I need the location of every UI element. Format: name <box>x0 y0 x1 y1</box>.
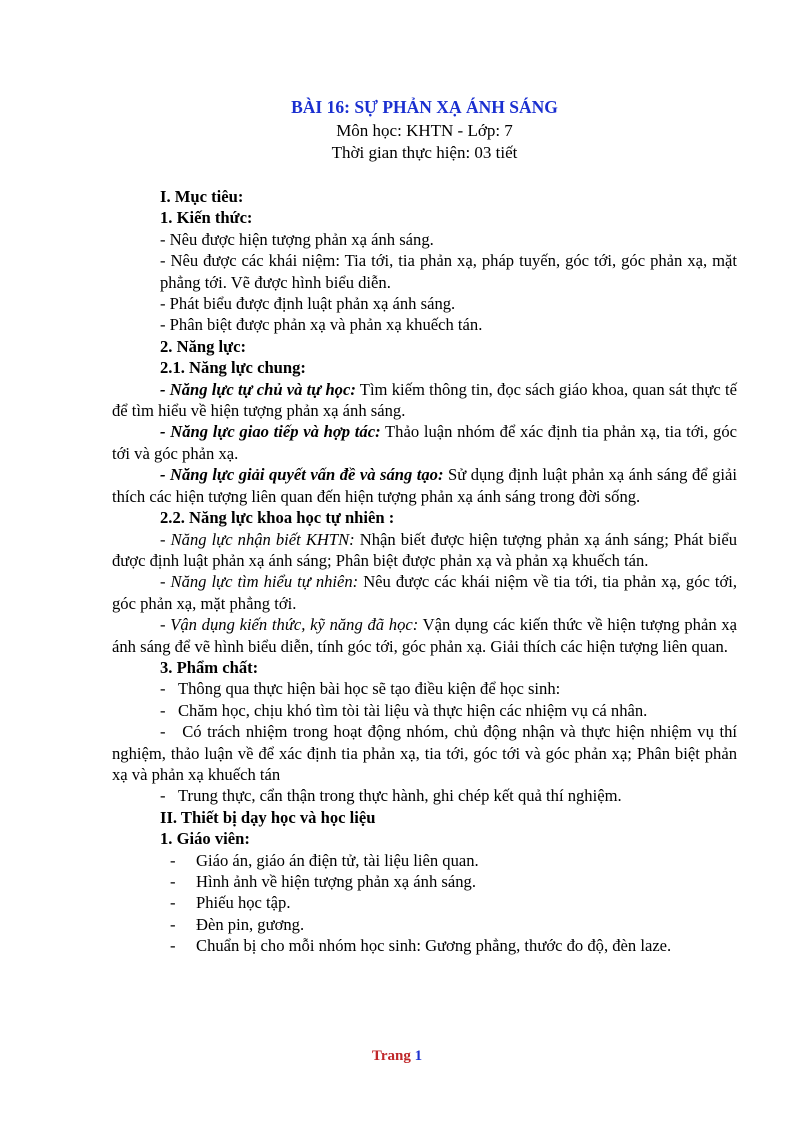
teacher-item: - Giáo án, giáo án điện tử, tài liệu liên quan. <box>170 850 479 870</box>
knowledge-item: - Phát biểu được định luật phản xạ ánh sáng. <box>160 294 456 314</box>
dash-marker: - <box>160 679 178 699</box>
subheading-knowledge: 1. Kiến thức: <box>160 208 253 228</box>
quality-item: - Trung thực, cẩn thận trong thực hành, ghi chép kết quả thí nghiệm. <box>160 786 622 806</box>
science-competence-item <box>112 571 737 614</box>
subheading-qualities: 3. Phẩm chất: <box>160 657 259 677</box>
competence-text: Nêu được các khái niệm về tia tới, tia phản xạ, góc tới, góc phản xạ, mặt phẳng tới. <box>112 572 738 613</box>
general-competence-item <box>112 379 737 422</box>
duration-line: Thời gian thực hiện: 03 tiết <box>331 143 518 162</box>
competence-text: Tìm kiếm thông tin, đọc sách giáo khoa, quan sát thực tế để tìm hiểu về hiện tượng phản xạ ánh sáng. <box>112 379 737 421</box>
science-competence-item <box>112 614 737 657</box>
dash-marker: - <box>160 786 178 806</box>
general-competence-item <box>112 464 737 507</box>
competence-label: - Năng lực giải quyết vấn đề và sáng tạo: <box>160 465 444 485</box>
quality-item: - Thông qua thực hiện bài học sẽ tạo điều kiện để học sinh: <box>160 679 561 699</box>
dash-marker: - <box>160 700 178 720</box>
section-heading-objectives: I. Mục tiêu: <box>160 187 244 206</box>
document-header <box>112 95 737 164</box>
knowledge-item: - Nêu được hiện tượng phản xạ ánh sáng. <box>160 229 434 249</box>
dash-marker: - <box>170 872 176 891</box>
competence-text: Nhận biết được hiện tượng phản xạ ánh sáng; Phát biểu được định luật phản xạ ánh sáng; Phân biệt được phản xạ và phản xạ khuếch tán. <box>112 529 737 570</box>
competence-text: Thảo luận nhóm để xác định tia phản xạ, tia tới, góc tới và góc phản xạ. <box>112 422 738 463</box>
competence-label: - Năng lực nhận biết KHTN: <box>160 529 355 549</box>
teacher-item: - Chuẩn bị cho mỗi nhóm học sinh: Gương phẳng, thước đo độ, đèn laze. <box>170 936 672 956</box>
science-competence-item <box>112 529 737 572</box>
competence-text: Sử dụng định luật phản xạ ánh sáng để giải thích các hiện tượng liên quan đến hiện tượng phản xạ ánh sáng trong đời sống. <box>112 465 737 506</box>
subheading-competence: 2. Năng lực: <box>160 336 247 356</box>
teacher-item: - Đèn pin, gương. <box>170 914 305 934</box>
quality-item: - Có trách nhiệm trong hoạt động nhóm, chủ động nhận và thực hiện nhiệm vụ thí nghiệm, thảo luận về để xác định tia phản xạ, tia tới, góc tới và góc phản xạ; Phân biệt phản xạ và phản xạ khuếch tán <box>112 722 737 784</box>
page-footer <box>0 1048 794 1065</box>
teacher-item: - Hình ảnh về hiện tượng phản xạ ánh sáng. <box>170 872 476 891</box>
competence-text: Vận dụng các kiến thức về hiện tượng phản xạ ánh sáng để vẽ hình biểu diễn, tính góc tới, góc phản xạ. Giải thích các hiện tượng liên quan. <box>112 615 737 656</box>
dash-marker: - <box>160 722 183 742</box>
dash-marker: - <box>170 914 176 934</box>
competence-label: - Vận dụng kiến thức, kỹ năng đã học: <box>160 615 419 635</box>
document-body <box>112 186 737 957</box>
competence-label: - Năng lực tìm hiểu tự nhiên: <box>160 572 359 592</box>
section-heading-equipment: II. Thiết bị dạy học và học liệu <box>160 807 376 827</box>
competence-label: - Năng lực tự chủ và tự học: <box>160 379 356 399</box>
teacher-item: - Phiếu học tập. <box>170 893 291 913</box>
knowledge-item: - Nêu được các khái niệm: Tia tới, tia phản xạ, pháp tuyến, góc tới, góc phản xạ, mặt phẳng tới. Vẽ được hình biểu diễn. <box>160 251 737 292</box>
dash-marker: - <box>170 936 176 956</box>
knowledge-item: - Phân biệt được phản xạ và phản xạ khuếch tán. <box>160 315 483 335</box>
document-page <box>112 95 737 957</box>
subheading-science-competence: 2.2. Năng lực khoa học tự nhiên : <box>160 508 395 528</box>
dash-marker: - <box>170 850 176 870</box>
subheading-teacher: 1. Giáo viên: <box>160 829 250 849</box>
page-number: 1 <box>414 1048 423 1064</box>
lesson-title: BÀI 16: SỰ PHẢN XẠ ÁNH SÁNG <box>291 97 558 117</box>
competence-label: - Năng lực giao tiếp và hợp tác: <box>160 422 381 442</box>
subject-line: Môn học: KHTN - Lớp: 7 <box>336 121 513 140</box>
page-label: Trang <box>371 1048 411 1064</box>
dash-marker: - <box>170 893 176 913</box>
quality-item: - Chăm học, chịu khó tìm tòi tài liệu và thực hiện các nhiệm vụ cá nhân. <box>160 700 648 720</box>
subheading-general-competence: 2.1. Năng lực chung: <box>160 358 306 378</box>
general-competence-item <box>112 421 737 464</box>
